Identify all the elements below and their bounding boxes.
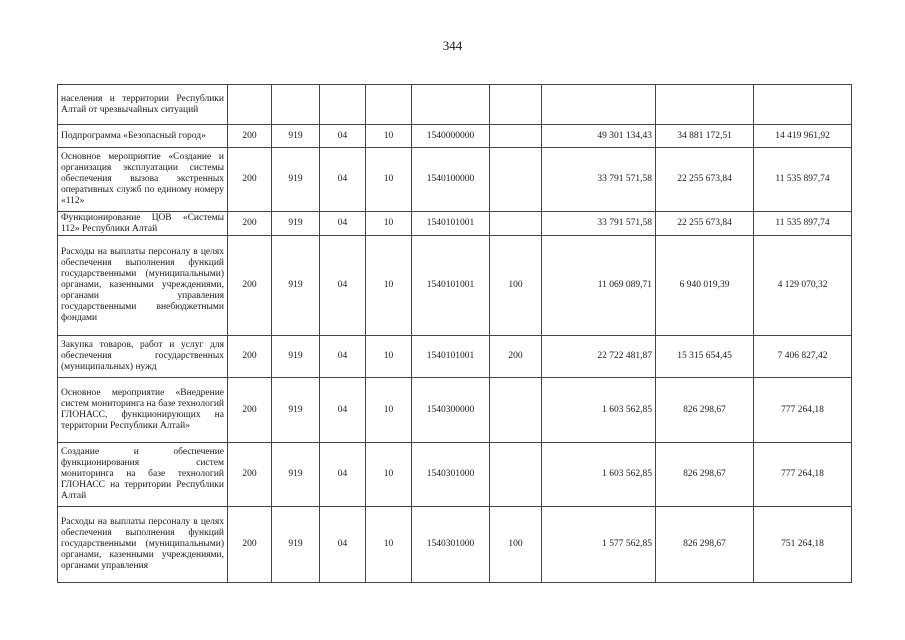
section-cell: 04 xyxy=(320,148,366,212)
table-row xyxy=(58,336,852,378)
ved-cell: 919 xyxy=(272,236,320,336)
amount-year1-cell xyxy=(542,85,656,125)
table-row xyxy=(58,507,852,583)
expense-type-cell xyxy=(490,212,542,236)
ved-cell: 919 xyxy=(272,443,320,507)
amount-year2-cell: 826 298,67 xyxy=(656,378,754,443)
target-article-cell: 1540000000 xyxy=(412,125,490,148)
amount-year1-cell: 33 791 571,58 xyxy=(542,212,656,236)
amount-year2-cell xyxy=(656,85,754,125)
section-cell: 04 xyxy=(320,443,366,507)
amount-year2-cell: 22 255 673,84 xyxy=(656,148,754,212)
target-article-cell: 1540100000 xyxy=(412,148,490,212)
expense-type-cell xyxy=(490,378,542,443)
subsection-cell: 10 xyxy=(366,507,412,583)
section-cell: 04 xyxy=(320,336,366,378)
section-cell: 04 xyxy=(320,236,366,336)
amount-year2-cell: 6 940 019,39 xyxy=(656,236,754,336)
ved-cell xyxy=(272,85,320,125)
row-name: Расходы на выплаты персоналу в целях обеспечения выполнения функций государственными (муниципальными) органами, казенными учреждениями, органами управления государственными внебюджетными фондами xyxy=(58,236,228,336)
section-cell: 04 xyxy=(320,378,366,443)
amount-year1-cell: 11 069 089,71 xyxy=(542,236,656,336)
grbs-cell: 200 xyxy=(228,212,272,236)
subsection-cell: 10 xyxy=(366,236,412,336)
amount-year3-cell: 14 419 961,92 xyxy=(754,125,852,148)
amount-year1-cell: 33 791 571,58 xyxy=(542,148,656,212)
target-article-cell: 1540301000 xyxy=(412,443,490,507)
amount-year1-cell: 1 603 562,85 xyxy=(542,378,656,443)
amount-year3-cell: 751 264,18 xyxy=(754,507,852,583)
amount-year3-cell: 777 264,18 xyxy=(754,378,852,443)
amount-year3-cell xyxy=(754,85,852,125)
grbs-cell: 200 xyxy=(228,378,272,443)
subsection-cell: 10 xyxy=(366,378,412,443)
expense-type-cell xyxy=(490,148,542,212)
row-name: Функционирование ЦОВ «Системы 112» Республики Алтай xyxy=(58,212,228,236)
amount-year2-cell: 826 298,67 xyxy=(656,443,754,507)
expense-type-cell xyxy=(490,443,542,507)
ved-cell: 919 xyxy=(272,378,320,443)
budget-table xyxy=(57,84,852,583)
amount-year2-cell: 15 315 654,45 xyxy=(656,336,754,378)
expense-type-cell: 100 xyxy=(490,236,542,336)
table-row xyxy=(58,378,852,443)
subsection-cell: 10 xyxy=(366,443,412,507)
expense-type-cell: 200 xyxy=(490,336,542,378)
amount-year3-cell: 7 406 827,42 xyxy=(754,336,852,378)
row-name: Создание и обеспечение функционирования систем мониторинга на базе технологий ГЛОНАСС на территории Республики Алтай xyxy=(58,443,228,507)
target-article-cell: 1540101001 xyxy=(412,236,490,336)
amount-year3-cell: 4 129 070,32 xyxy=(754,236,852,336)
amount-year3-cell: 777 264,18 xyxy=(754,443,852,507)
expense-type-cell: 100 xyxy=(490,507,542,583)
ved-cell: 919 xyxy=(272,148,320,212)
table-row xyxy=(58,148,852,212)
expense-type-cell xyxy=(490,125,542,148)
ved-cell: 919 xyxy=(272,125,320,148)
subsection-cell: 10 xyxy=(366,336,412,378)
amount-year2-cell: 34 881 172,51 xyxy=(656,125,754,148)
ved-cell: 919 xyxy=(272,212,320,236)
target-article-cell: 1540101001 xyxy=(412,212,490,236)
subsection-cell: 10 xyxy=(366,212,412,236)
amount-year1-cell: 49 301 134,43 xyxy=(542,125,656,148)
section-cell xyxy=(320,85,366,125)
table-row xyxy=(58,443,852,507)
grbs-cell: 200 xyxy=(228,336,272,378)
row-name: Основное мероприятие «Внедрение систем мониторинга на базе технологий ГЛОНАСС, функционирующих на территории Республики Алтай» xyxy=(58,378,228,443)
target-article-cell: 1540300000 xyxy=(412,378,490,443)
grbs-cell: 200 xyxy=(228,443,272,507)
target-article-cell xyxy=(412,85,490,125)
grbs-cell xyxy=(228,85,272,125)
grbs-cell: 200 xyxy=(228,148,272,212)
amount-year2-cell: 826 298,67 xyxy=(656,507,754,583)
expense-type-cell xyxy=(490,85,542,125)
amount-year3-cell: 11 535 897,74 xyxy=(754,148,852,212)
row-name: населения и территории Республики Алтай от чрезвычайных ситуаций xyxy=(58,85,228,125)
ved-cell: 919 xyxy=(272,507,320,583)
row-name: Закупка товаров, работ и услуг для обеспечения государственных (муниципальных) нужд xyxy=(58,336,228,378)
table-row xyxy=(58,236,852,336)
amount-year1-cell: 22 722 481,87 xyxy=(542,336,656,378)
target-article-cell: 1540101001 xyxy=(412,336,490,378)
subsection-cell: 10 xyxy=(366,148,412,212)
grbs-cell: 200 xyxy=(228,125,272,148)
subsection-cell xyxy=(366,85,412,125)
table-row xyxy=(58,212,852,236)
amount-year1-cell: 1 603 562,85 xyxy=(542,443,656,507)
section-cell: 04 xyxy=(320,125,366,148)
grbs-cell: 200 xyxy=(228,236,272,336)
grbs-cell: 200 xyxy=(228,507,272,583)
target-article-cell: 1540301000 xyxy=(412,507,490,583)
section-cell: 04 xyxy=(320,507,366,583)
ved-cell: 919 xyxy=(272,336,320,378)
row-name: Подпрограмма «Безопасный город» xyxy=(58,125,228,148)
amount-year1-cell: 1 577 562,85 xyxy=(542,507,656,583)
section-cell: 04 xyxy=(320,212,366,236)
table-row xyxy=(58,85,852,125)
amount-year2-cell: 22 255 673,84 xyxy=(656,212,754,236)
table-row xyxy=(58,125,852,148)
subsection-cell: 10 xyxy=(366,125,412,148)
page-number: 344 xyxy=(442,38,463,53)
row-name: Основное мероприятие «Создание и организация эксплуатации системы обеспечения вызова экстренных оперативных служб по единому номеру «112» xyxy=(58,148,228,212)
row-name: Расходы на выплаты персоналу в целях обеспечения выполнения функций государственными (муниципальными) органами, казенными учреждениями, органами управления xyxy=(58,507,228,583)
amount-year3-cell: 11 535 897,74 xyxy=(754,212,852,236)
